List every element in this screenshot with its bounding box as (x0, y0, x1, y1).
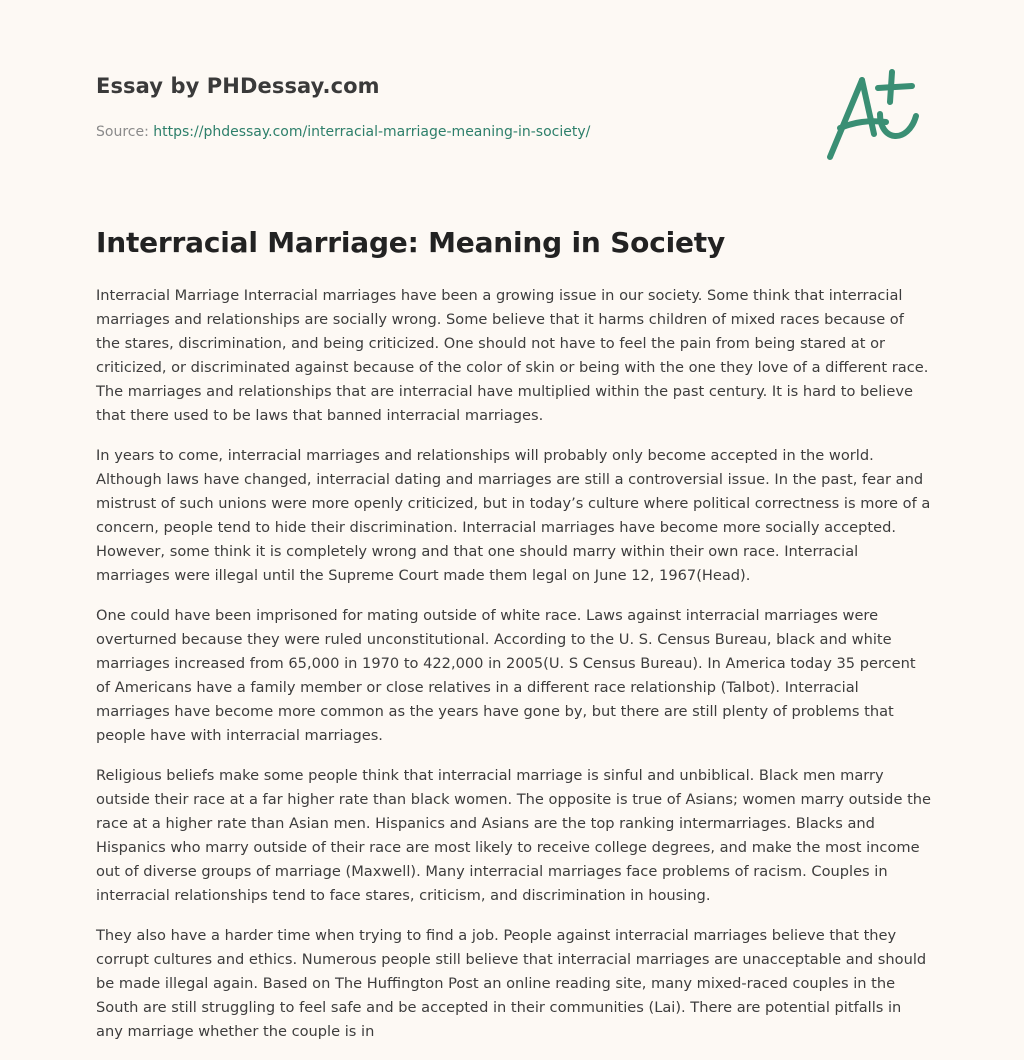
essay-paragraph-2: In years to come, interracial marriages and relationships will probably only become accepted in the world. Although laws have changed, interracial dating and marriages are still a controversial issue. In the past, fear and mistrust of such unions were more openly criticized, but in today’s culture where political correctness is more of a concern, people tend to hide their discrimination. Interracial marriages have become more socially accepted. However, some think it is completely wrong and that one should marry within their own race. Interracial marriages were illegal until the Supreme Court made them legal on June 12, 1967(Head). (96, 447, 931, 584)
essay-title: Interracial Marriage: Meaning in Society (96, 226, 726, 259)
source-link[interactable]: https://phdessay.com/interracial-marriage-meaning-in-society/ (153, 124, 591, 140)
essay-paragraph-4: Religious beliefs make some people think that interracial marriage is sinful and unbiblical. Black men marry outside their race at a far higher rate than black women. The opposite is true of Asians; women marry outside the race at a higher rate than Asian men. Hispanics and Asians are the top ranking intermarriages. Blacks and Hispanics who marry outside of their race are most likely to receive college degrees, and make the most income out of diverse groups of marriage (Maxwell). Many interracial marriages face problems of racism. Couples in interracial relationships tend to face stares, criticism, and discrimination in housing. (96, 767, 932, 904)
site-header (96, 74, 928, 98)
essay-paragraph-1: Interracial Marriage Interracial marriages have been a growing issue in our society. Some think that interracial marriages and relationships are socially wrong. Some believe that it harms children of mixed races because of the stares, discrimination, and being criticized. One should not have to feel the pain from being stared at or criticized, or discriminated against because of the color of skin or being with the one they love of a different race. The marriages and relationships that are interracial have multiplied within the past century. It is hard to believe that there used to be laws that banned interracial marriages. (96, 287, 929, 424)
essay-body (96, 284, 932, 1060)
essay-paragraph-3: One could have been imprisoned for mating outside of white race. Laws against interracial marriages were overturned because they were ruled unconstitutional. According to the U. S. Census Bureau, black and white marriages increased from 65,000 in 1970 to 422,000 in 2005(U. S Census Bureau). In America today 35 percent of Americans have a family member or close relatives in a different race relationship (Talbot). Interracial marriages have become more common as the years have gone by, but there are still plenty of problems that people have with interracial marriages. (96, 607, 916, 744)
source-label: Source: (96, 124, 149, 140)
source-line (96, 124, 590, 140)
site-brand: Essay by PHDessay.com (96, 74, 380, 98)
a-plus-logo-icon (820, 62, 930, 172)
essay-paragraph-5: They also have a harder time when trying to find a job. People against interracial marriages believe that they corrupt cultures and ethics. Numerous people still believe that interracial marriages are unacceptable and should be made illegal again. Based on The Huffington Post an online reading site, many mixed-raced couples in the South are still struggling to feel safe and be accepted in their communities (Lai). There are potential pitfalls in any marriage whether the couple is in (96, 927, 927, 1040)
